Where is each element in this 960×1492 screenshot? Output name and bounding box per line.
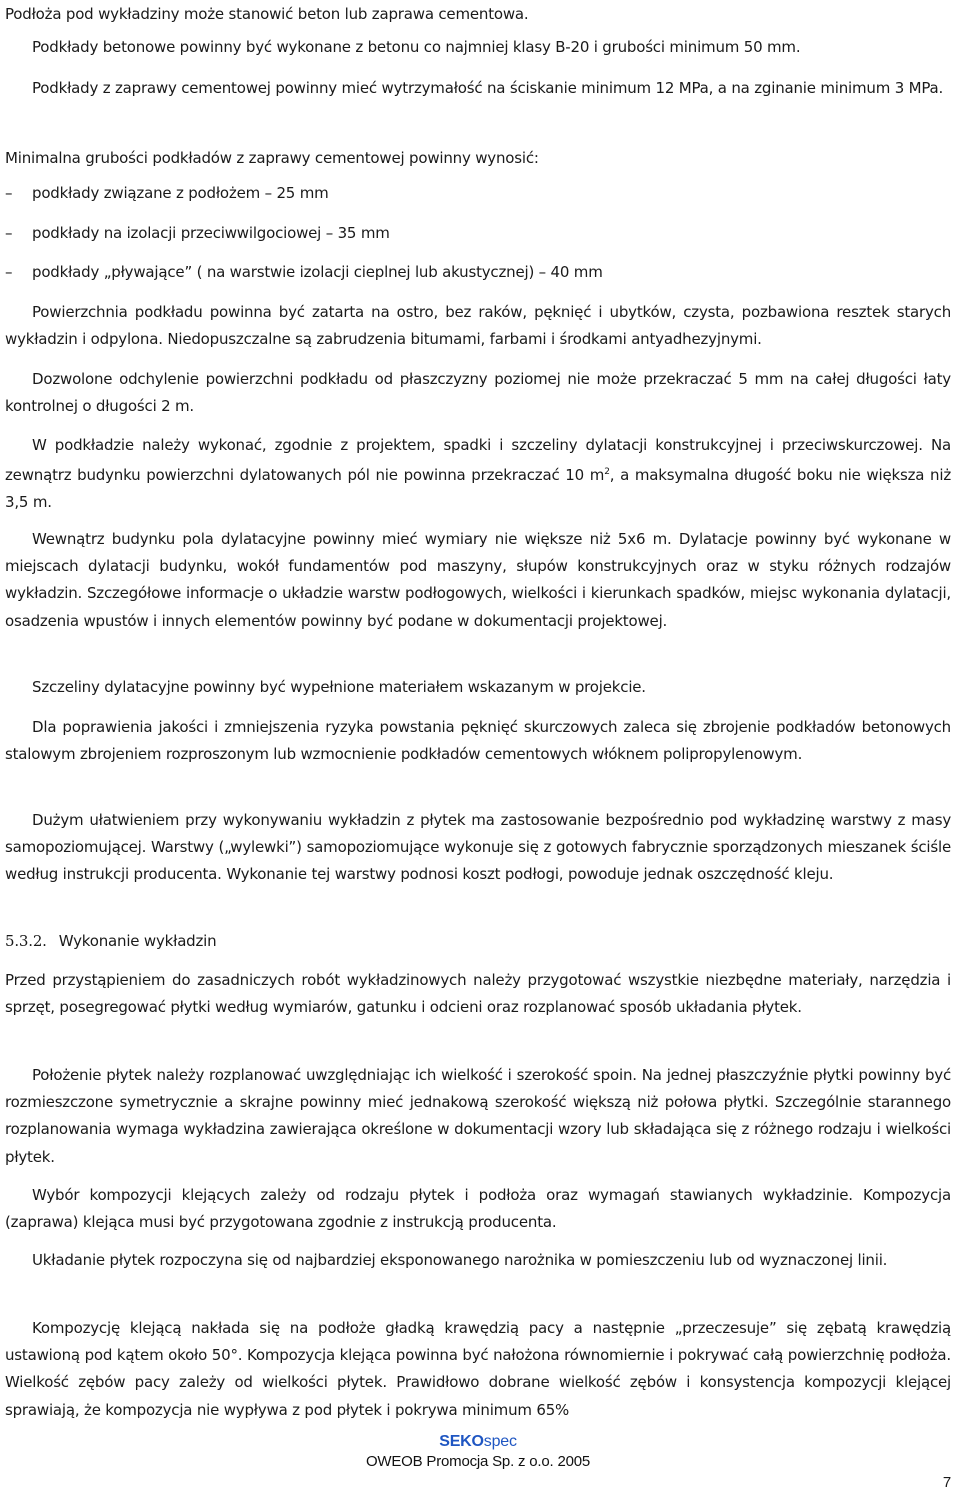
- paragraph: Układanie płytek rozpoczyna się od najbardziej eksponowanego narożnika w pomieszczeniu lub od wyznaczonej linii.: [32, 1251, 888, 1269]
- paragraph: Szczeliny dylatacyjne powinny być wypełnione materiałem wskazanym w projekcie.: [32, 678, 646, 696]
- section-number: 5.3.2.: [5, 932, 47, 950]
- paragraph: Przed przystąpieniem do zasadniczych robót wykładzinowych należy przygotować wszystkie niezbędne materiały, narzędzia i sprzęt, posegregować płytki według wymiarów, gatunku i odcieni oraz rozplanować sposób układania płytek.: [5, 971, 951, 1017]
- page-footer: [5, 1432, 951, 1472]
- list-dash: –: [5, 224, 13, 242]
- superscript: 2: [604, 467, 610, 478]
- paragraph: Wybór kompozycji klejących zależy od rodzaju płytek i podłoża oraz wymagań stawianych wykładzinie. Kompozycja (zaprawa) klejąca musi być przygotowana zgodnie z instrukcją producenta.: [5, 1186, 951, 1232]
- logo-light-text: spec: [483, 1433, 517, 1450]
- paragraph-text: W podkładzie należy wykonać, zgodnie z projektem, spadki i szczeliny dylatacji konstrukcyjnej i przeciwskurczowej. Na zewnątrz budynku powierzchni dylatowanych pól nie powinna przekraczać 10 m: [5, 436, 951, 485]
- paragraph: Powierzchnia podkładu powinna być zatarta na ostro, bez raków, pęknięć i ubytków, czysta, pozbawiona resztek starych wykładzin i odpylona. Niedopuszczalne są zabrudzenia bitumami, farbami i środkami antyadhezyjnymi.: [5, 303, 951, 349]
- page-number: 7: [942, 1474, 951, 1491]
- paragraph: [5, 432, 951, 517]
- paragraph: Dozwolone odchylenie powierzchni podkładu od płaszczyzny poziomej nie może przekraczać 5 mm na całej długości łaty kontrolnej o długości 2 m.: [5, 370, 951, 416]
- list-dash: –: [5, 263, 13, 281]
- paragraph: Dla poprawienia jakości i zmniejszenia ryzyka powstania pęknięć skurczowych zaleca się zbrojenie podkładów betonowych stalowym zbrojeniem rozproszonym lub wzmocnienie podkładów cementowych włóknem polipropylenowym.: [5, 718, 951, 764]
- paragraph: Położenie płytek należy rozplanować uwzględniając ich wielkość i szerokość spoin. Na jednej płaszczyźnie płytki powinny być rozmieszczone symetrycznie a skrajne powinny mieć jednakową szerokość większą niż połowa płytki. Szczególnie starannego rozplanowania wymaga wykładzina zawierająca określone w dokumentacji wzory lub składająca się z różnego rodzaju i wielkości płytek.: [5, 1066, 951, 1166]
- list-item-text: podkłady na izolacji przeciwwilgociowej – 35 mm: [32, 224, 390, 242]
- paragraph: Podkłady betonowe powinny być wykonane z betonu co najmniej klasy B-20 i grubości minimum 50 mm.: [32, 38, 801, 56]
- paragraph: Podkłady z zaprawy cementowej powinny mieć wytrzymałość na ściskanie minimum 12 MPa, a na zginanie minimum 3 MPa.: [32, 79, 944, 97]
- paragraph-text: , a maksymalna długość boku nie większa niż 3,5 m.: [5, 466, 951, 512]
- section-heading: [5, 930, 216, 952]
- sekospec-logo: [5, 1432, 951, 1452]
- logo-bold-text: SEKO: [439, 1433, 484, 1450]
- paragraph: Kompozycję klejącą nakłada się na podłoże gładką krawędzią pacy a następnie „przeczesuje” się zębatą krawędzią ustawioną pod kątem około 50°. Kompozycja klejąca powinna być nałożona równomiernie i pokrywać całą powierzchnię podłoża. Wielkość zębów pacy zależy od wielkości płytek. Prawidłowo dobrane wielkość zębów i konsystencja kompozycji klejącej sprawiają, że kompozycja nie wypływa z pod płytek i pokrywa minimum 65%: [5, 1319, 951, 1419]
- list-item-text: podkłady „pływające” ( na warstwie izolacji cieplnej lub akustycznej) – 40 mm: [32, 263, 603, 281]
- section-title: Wykonanie wykładzin: [58, 932, 217, 950]
- paragraph: Podłoża pod wykładziny może stanowić beton lub zaprawa cementowa.: [5, 5, 529, 23]
- paragraph: Dużym ułatwieniem przy wykonywaniu wykładzin z płytek ma zastosowanie bezpośrednio pod wykładzinę warstwy z masy samopoziomującej. Warstwy („wylewki”) samopoziomujące wykonuje się z gotowych fabrycznie sporządzonych mieszanek ściśle według instrukcji producenta. Wykonanie tej warstwy podnosi koszt podłogi, powoduje jednak oszczędność kleju.: [5, 811, 951, 884]
- paragraph: Minimalna grubości podkładów z zaprawy cementowej powinny wynosić:: [5, 149, 539, 167]
- paragraph: Wewnątrz budynku pola dylatacyjne powinny mieć wymiary nie większe niż 5x6 m. Dylatacje powinny być wykonane w miejscach dylatacji budynku, wokół fundamentów pod maszyny, słupów konstrukcyjnych oraz w styku różnych rodzajów wykładzin. Szczegółowe informacje o układzie warstw podłogowych, wielkości i kierunkach spadków, miejsc wykonania dylatacji, osadzenia wpustów i innych elementów powinny być podane w dokumentacji projektowej.: [5, 530, 951, 630]
- company-name: OWEOB Promocja Sp. z o.o. 2005: [365, 1453, 591, 1470]
- list-item-text: podkłady związane z podłożem – 25 mm: [32, 184, 329, 202]
- list-dash: –: [5, 184, 13, 202]
